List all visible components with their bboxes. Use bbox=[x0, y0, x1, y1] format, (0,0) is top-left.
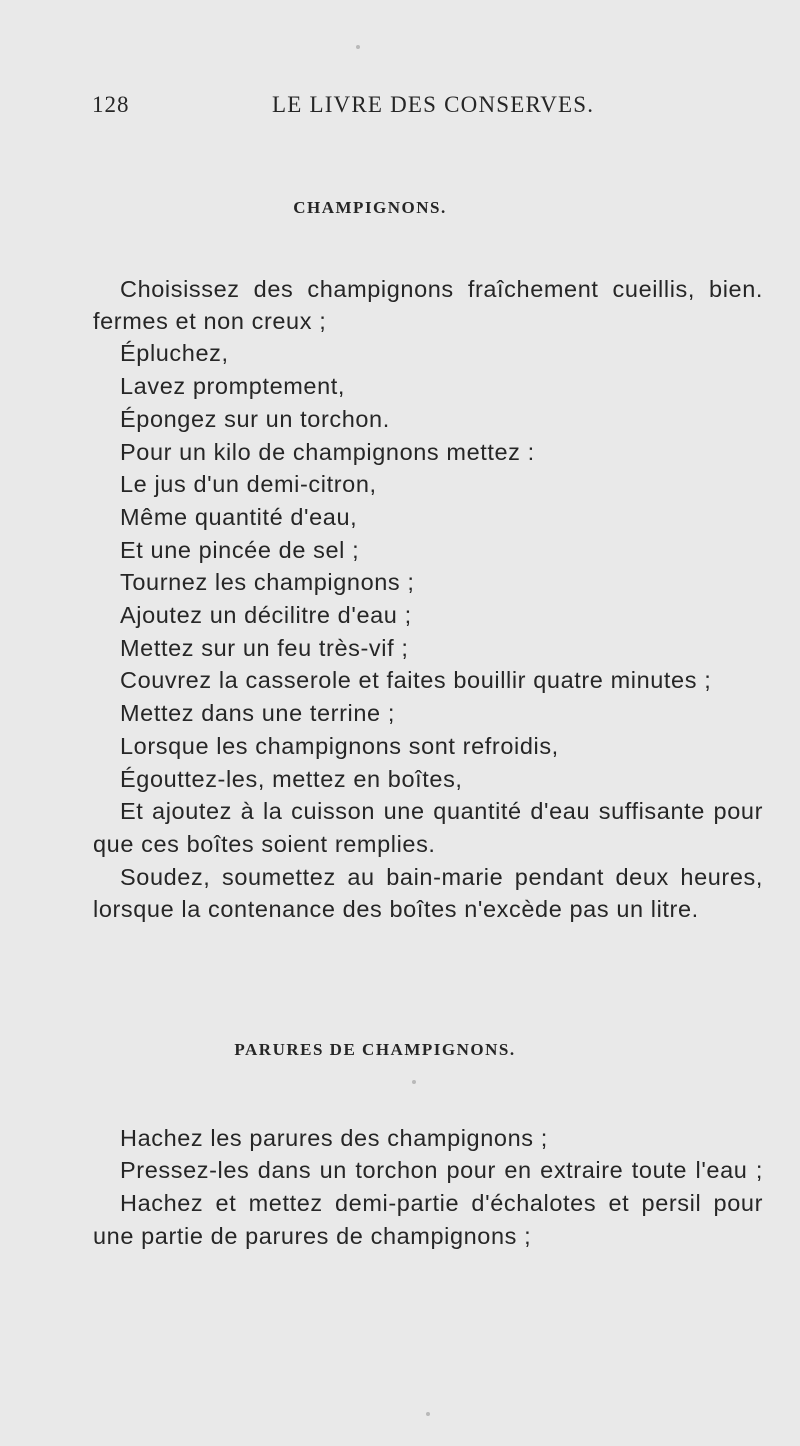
section-heading-champignons: CHAMPIGNONS. bbox=[293, 198, 447, 217]
section-heading-parures: PARURES DE CHAMPIGNONS. bbox=[234, 1040, 516, 1059]
text-line: Épluchez, bbox=[120, 340, 229, 366]
text-line: que ces boîtes soient remplies. bbox=[93, 831, 436, 857]
text-line: Mettez dans une terrine ; bbox=[120, 700, 395, 726]
text-line: Lorsque les champignons sont refroidis, bbox=[120, 733, 559, 759]
text-line: Épongez sur un torchon. bbox=[120, 406, 390, 432]
text-line: Et ajoutez à la cuisson une quantité d'eau suffisante pour bbox=[120, 798, 763, 824]
text-line: Le jus d'un demi-citron, bbox=[120, 471, 377, 497]
paper-speck bbox=[426, 1412, 430, 1416]
text-line: Ajoutez un décilitre d'eau ; bbox=[120, 602, 412, 628]
text-line: Lavez promptement, bbox=[120, 373, 346, 399]
text-line: Couvrez la casserole et faites bouillir quatre minutes ; bbox=[120, 667, 712, 693]
text-line: Soudez, soumettez au bain-marie pendant deux heures, bbox=[120, 864, 763, 890]
text-line: Même quantité d'eau, bbox=[120, 504, 358, 530]
text-line: fermes et non creux ; bbox=[93, 308, 327, 334]
text-line: une partie de parures de champignons ; bbox=[93, 1223, 532, 1249]
text-line: Hachez et mettez demi-partie d'échalotes et persil pour bbox=[120, 1190, 763, 1216]
text-line: Égouttez-les, mettez en boîtes, bbox=[120, 766, 463, 792]
text-line: lorsque la contenance des boîtes n'excède pas un litre. bbox=[93, 896, 699, 922]
text-line: Tournez les champignons ; bbox=[120, 569, 415, 595]
text-line: Et une pincée de sel ; bbox=[120, 537, 360, 563]
running-head bbox=[92, 92, 718, 124]
paper-speck bbox=[412, 1080, 416, 1084]
paper-speck bbox=[356, 45, 360, 49]
text-line: Pressez-les dans un torchon pour en extraire toute l'eau ; bbox=[120, 1157, 763, 1183]
text-line: Choisissez des champignons fraîchement cueillis, bien. bbox=[120, 276, 763, 302]
text-line: Pour un kilo de champignons mettez : bbox=[120, 439, 535, 465]
text-line: Hachez les parures des champignons ; bbox=[120, 1125, 548, 1151]
page-number: 128 bbox=[92, 92, 130, 117]
text-line: Mettez sur un feu très-vif ; bbox=[120, 635, 409, 661]
running-title: LE LIVRE DES CONSERVES. bbox=[272, 92, 595, 117]
